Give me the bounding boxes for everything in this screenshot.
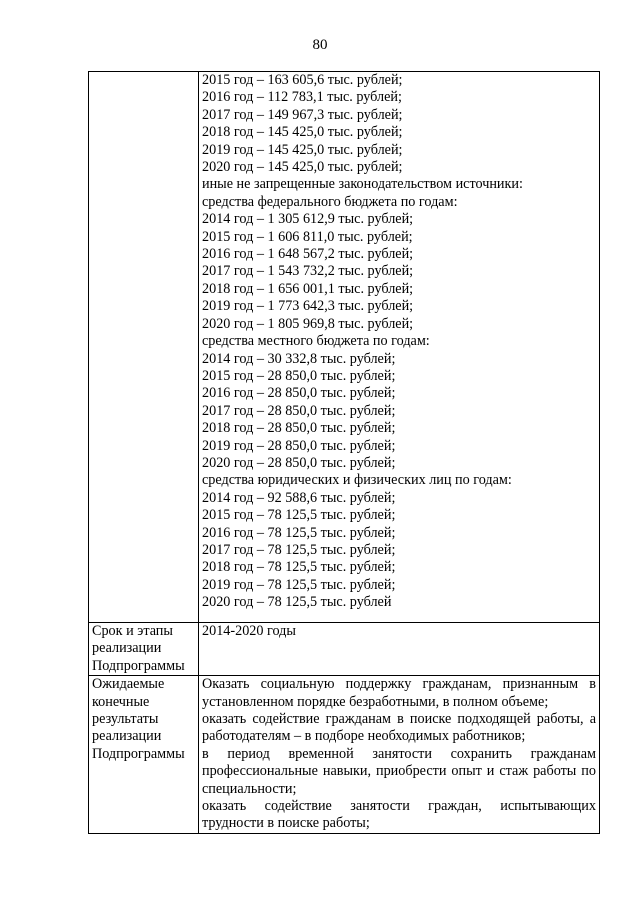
funding-line: 2016 год – 112 783,1 тыс. рублей; [202, 89, 402, 106]
timeline-label-line: реализации [92, 640, 162, 657]
results-paragraph: оказать содействие гражданам в поиске подходящей работы, а работодателям – в подборе необходимых работников; [202, 711, 596, 745]
funding-label-cell [89, 72, 199, 623]
funding-line: 2015 год – 1 606 811,0 тыс. рублей; [202, 228, 413, 245]
funding-line: 2020 год – 78 125,5 тыс. рублей [202, 594, 392, 611]
funding-line: 2015 год – 78 125,5 тыс. рублей; [202, 507, 396, 524]
results-label-line: конечные [92, 693, 150, 710]
funding-line: 2019 год – 78 125,5 тыс. рублей; [202, 576, 396, 593]
funding-line: 2015 год – 28 850,0 тыс. рублей; [202, 367, 396, 384]
funding-line: 2018 год – 78 125,5 тыс. рублей; [202, 559, 396, 576]
funding-line: 2018 год – 28 850,0 тыс. рублей; [202, 420, 396, 437]
funding-line: средства местного бюджета по годам: [202, 333, 430, 350]
timeline-label-line: Подпрограммы [92, 657, 185, 674]
timeline-value-cell [199, 623, 600, 676]
timeline-label-cell [89, 623, 199, 676]
funding-value-cell [199, 72, 600, 623]
funding-line: 2019 год – 145 425,0 тыс. рублей; [202, 141, 403, 158]
funding-line: 2020 год – 145 425,0 тыс. рублей; [202, 159, 403, 176]
table-row-funding [89, 72, 600, 623]
results-label-line: реализации [92, 728, 162, 745]
funding-line: 2020 год – 28 850,0 тыс. рублей; [202, 454, 396, 471]
results-paragraph: в период временной занятости сохранить гражданам профессиональные навыки, приобрести опыт и стаж работы по специальности; [202, 745, 596, 797]
results-label-cell [89, 676, 199, 834]
funding-line: 2018 год – 145 425,0 тыс. рублей; [202, 124, 403, 141]
timeline-value: 2014-2020 годы [202, 623, 296, 639]
timeline-label-line: Срок и этапы [92, 623, 173, 639]
page-number: 80 [312, 37, 328, 53]
results-paragraph: Оказать социальную поддержку гражданам, признанным в установленном порядке безработными, в полном объеме; [202, 676, 596, 710]
funding-line: 2018 год – 1 656 001,1 тыс. рублей; [202, 280, 414, 297]
results-value-cell [199, 676, 600, 834]
results-label-line: Ожидаемые [92, 676, 165, 693]
funding-line: 2019 год – 1 773 642,3 тыс. рублей; [202, 298, 414, 315]
funding-line: иные не запрещенные законодательством источники: [202, 176, 523, 193]
funding-line: 2019 год – 28 850,0 тыс. рублей; [202, 437, 396, 454]
table-row-results [89, 676, 600, 834]
results-label-line: результаты [92, 711, 159, 728]
funding-line: 2017 год – 28 850,0 тыс. рублей; [202, 402, 396, 419]
results-label-line: Подпрограммы [92, 745, 185, 762]
funding-line: 2014 год – 30 332,8 тыс. рублей; [202, 350, 396, 367]
funding-line: 2016 год – 28 850,0 тыс. рублей; [202, 385, 396, 402]
funding-line: 2017 год – 149 967,3 тыс. рублей; [202, 106, 403, 123]
funding-line: 2015 год – 163 605,6 тыс. рублей; [202, 72, 403, 88]
funding-line: 2017 год – 78 125,5 тыс. рублей; [202, 541, 396, 558]
program-table [88, 71, 600, 834]
funding-line: 2014 год – 92 588,6 тыс. рублей; [202, 489, 396, 506]
funding-line: средства федерального бюджета по годам: [202, 193, 458, 210]
funding-line: 2020 год – 1 805 969,8 тыс. рублей; [202, 315, 414, 332]
funding-line: 2017 год – 1 543 732,2 тыс. рублей; [202, 263, 414, 280]
results-paragraph: оказать содействие занятости граждан, испытывающих трудности в поиске работы; [202, 798, 596, 832]
funding-line: средства юридических и физических лиц по годам: [202, 472, 512, 489]
funding-line: 2014 год – 1 305 612,9 тыс. рублей; [202, 211, 414, 228]
funding-line: 2016 год – 78 125,5 тыс. рублей; [202, 524, 396, 541]
funding-line: 2016 год – 1 648 567,2 тыс. рублей; [202, 246, 414, 263]
table-row-timeline [89, 623, 600, 676]
